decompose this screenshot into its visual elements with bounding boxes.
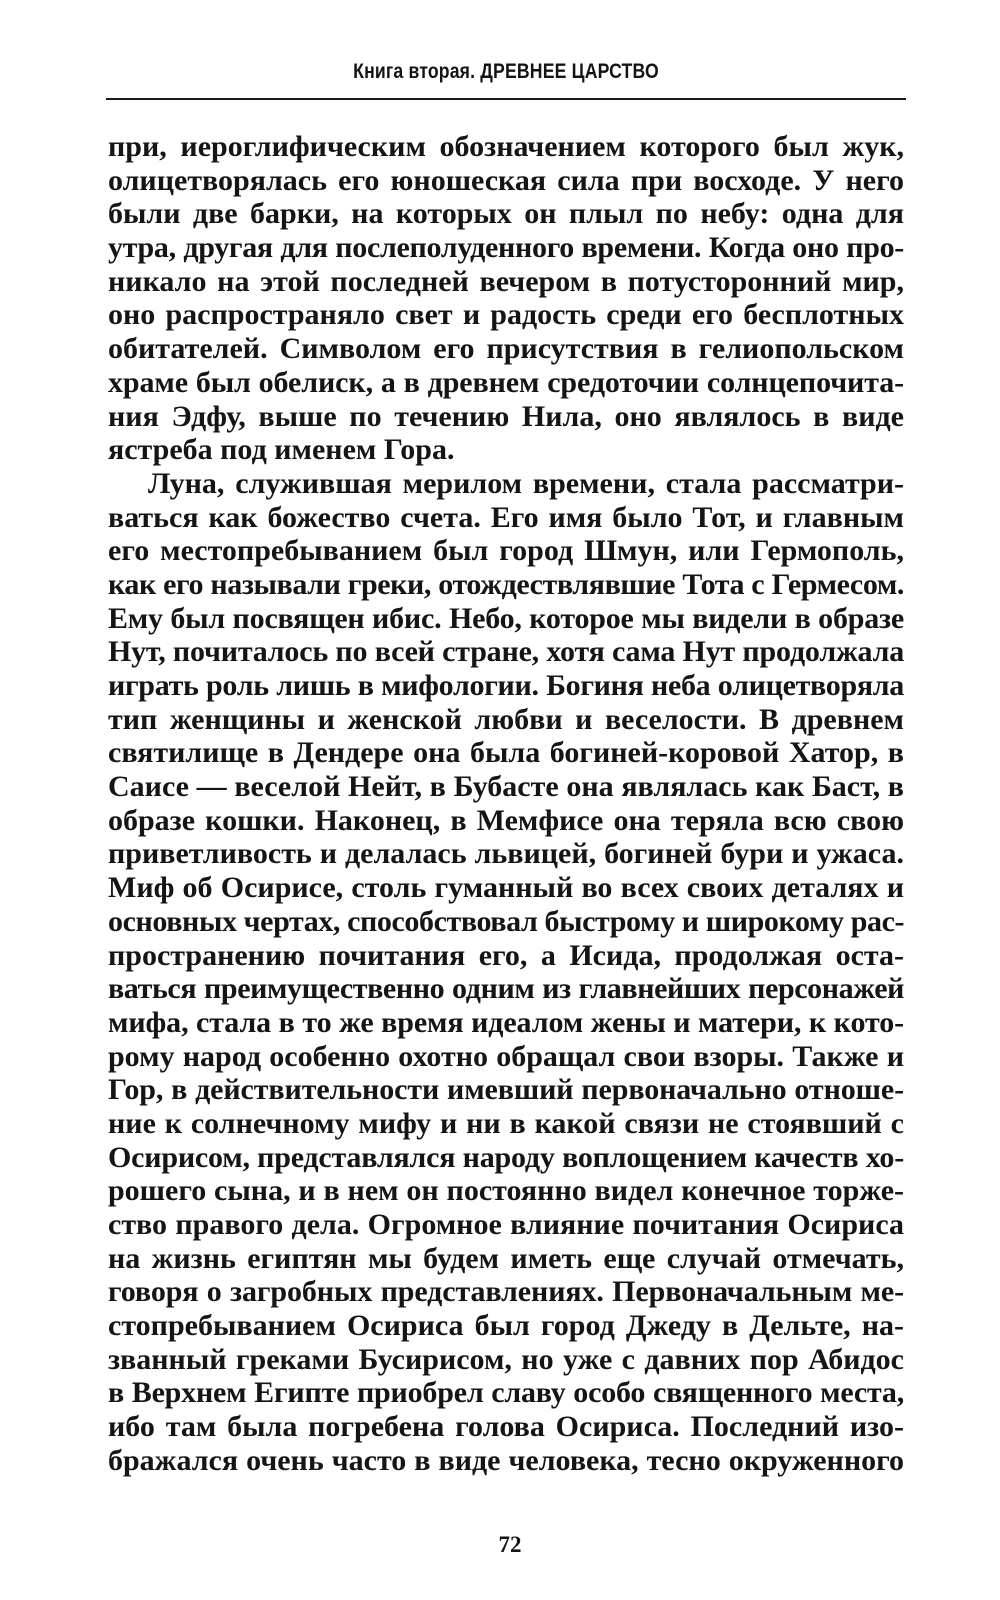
text-line: на жизнь египтян мы будем иметь еще случай отмечать, <box>108 1241 904 1275</box>
text-line: ястреба под именем Гора. <box>108 433 455 467</box>
paragraph <box>108 467 904 1478</box>
text-line: святилище в Дендере она была богиней-коровой Хатор, в <box>108 736 904 770</box>
text-line: пространению почитания его, а Исида, продолжая оста- <box>108 938 904 972</box>
text-line: рому народ особенно охотно обращал свои взоры. Также и <box>108 1039 904 1073</box>
text-line: стопребыванием Осириса был город Джеду в Дельте, на- <box>108 1309 904 1343</box>
text-line: в Верхнем Египте приобрел славу особо священного места, <box>108 1376 904 1410</box>
text-line: Миф об Осирисе, столь гуманный во всех своих деталях и <box>108 871 904 905</box>
text-line: званный греками Бусирисом, но уже с давних пор Абидос <box>108 1342 904 1376</box>
text-line: играть роль лишь в мифологии. Богиня неба олицетворяла <box>108 669 904 702</box>
text-line: ваться как божество счета. Его имя было Тот, и главным <box>108 500 904 534</box>
header-divider <box>106 98 906 100</box>
text-line: Ему был посвящен ибис. Небо, которое мы видели в образе <box>108 601 904 635</box>
text-line: как его называли греки, отождествлявшие Тота с Гермесом. <box>108 567 904 601</box>
text-line: олицетворялась его юношеская сила при восходе. У него <box>108 163 904 197</box>
text-line: ния Эдфу, выше по течению Нила, оно являлось в виде <box>108 399 904 433</box>
text-line: Осирисом, представлялся народу воплощением качеств хо- <box>108 1140 904 1174</box>
text-line: ние к солнечному мифу и ни в какой связи не стоявший с <box>108 1106 904 1140</box>
text-line: приветливость и делалась львицей, богиней бури и ужаса. <box>108 837 904 871</box>
text-line: тип женщины и женской любви и веселости. В древнем <box>108 702 904 736</box>
text-line: Гор, в действительности имевший первоначально отноше- <box>108 1073 904 1107</box>
text-line: образе кошки. Наконец, в Мемфисе она теряла всю свою <box>108 803 904 837</box>
text-line: бражался очень часто в виде человека, тесно окруженного <box>108 1443 904 1477</box>
text-line: утра, другая для послеполуденного времени. Когда оно про- <box>108 231 904 265</box>
text-line: обитателей. Символом его присутствия в гелиопольском <box>108 332 904 366</box>
running-header: Книга вторая. ДРЕВНЕЕ ЦАРСТВО <box>353 60 659 83</box>
text-line: рошего сына, и в нем он постоянно видел конечное торже- <box>108 1174 904 1208</box>
text-line: при, иероглифическим обозначением которого был жук, <box>108 130 904 163</box>
text-line: Саисе — веселой Нейт, в Бубасте она являлась как Баст, в <box>108 770 904 804</box>
text-line: оно распространяло свет и радость среди его бесплотных <box>108 298 904 332</box>
page-number: 72 <box>498 1532 522 1557</box>
text-line: Луна, служившая мерилом времени, стала рассматри- <box>148 466 904 500</box>
text-line: никало на этой последней вечером в потусторонний мир, <box>108 264 904 298</box>
text-line: его местопребыванием был город Шмун, или Гермополь, <box>108 534 904 568</box>
body-text <box>108 130 904 1478</box>
text-line: мифа, стала в то же время идеалом жены и матери, к кото- <box>108 1005 904 1039</box>
text-line: были две барки, на которых он плыл по небу: одна для <box>108 197 904 231</box>
text-line: ство правого дела. Огромное влияние почитания Осириса <box>108 1208 904 1241</box>
text-line: говоря о загробных представлениях. Первоначальным ме- <box>108 1275 904 1309</box>
paragraph <box>108 130 904 467</box>
text-line: основных чертах, способствовал быстрому и широкому рас- <box>108 904 905 938</box>
text-line: Нут, почиталось по всей стране, хотя сама Нут продолжала <box>108 635 904 669</box>
text-line: ибо там была погребена голова Осириса. Последний изо- <box>108 1410 904 1444</box>
text-line: храме был обелиск, а в древнем средоточии солнцепочита- <box>108 365 904 399</box>
text-line: ваться преимущественно одним из главнейших персонажей <box>108 972 904 1006</box>
